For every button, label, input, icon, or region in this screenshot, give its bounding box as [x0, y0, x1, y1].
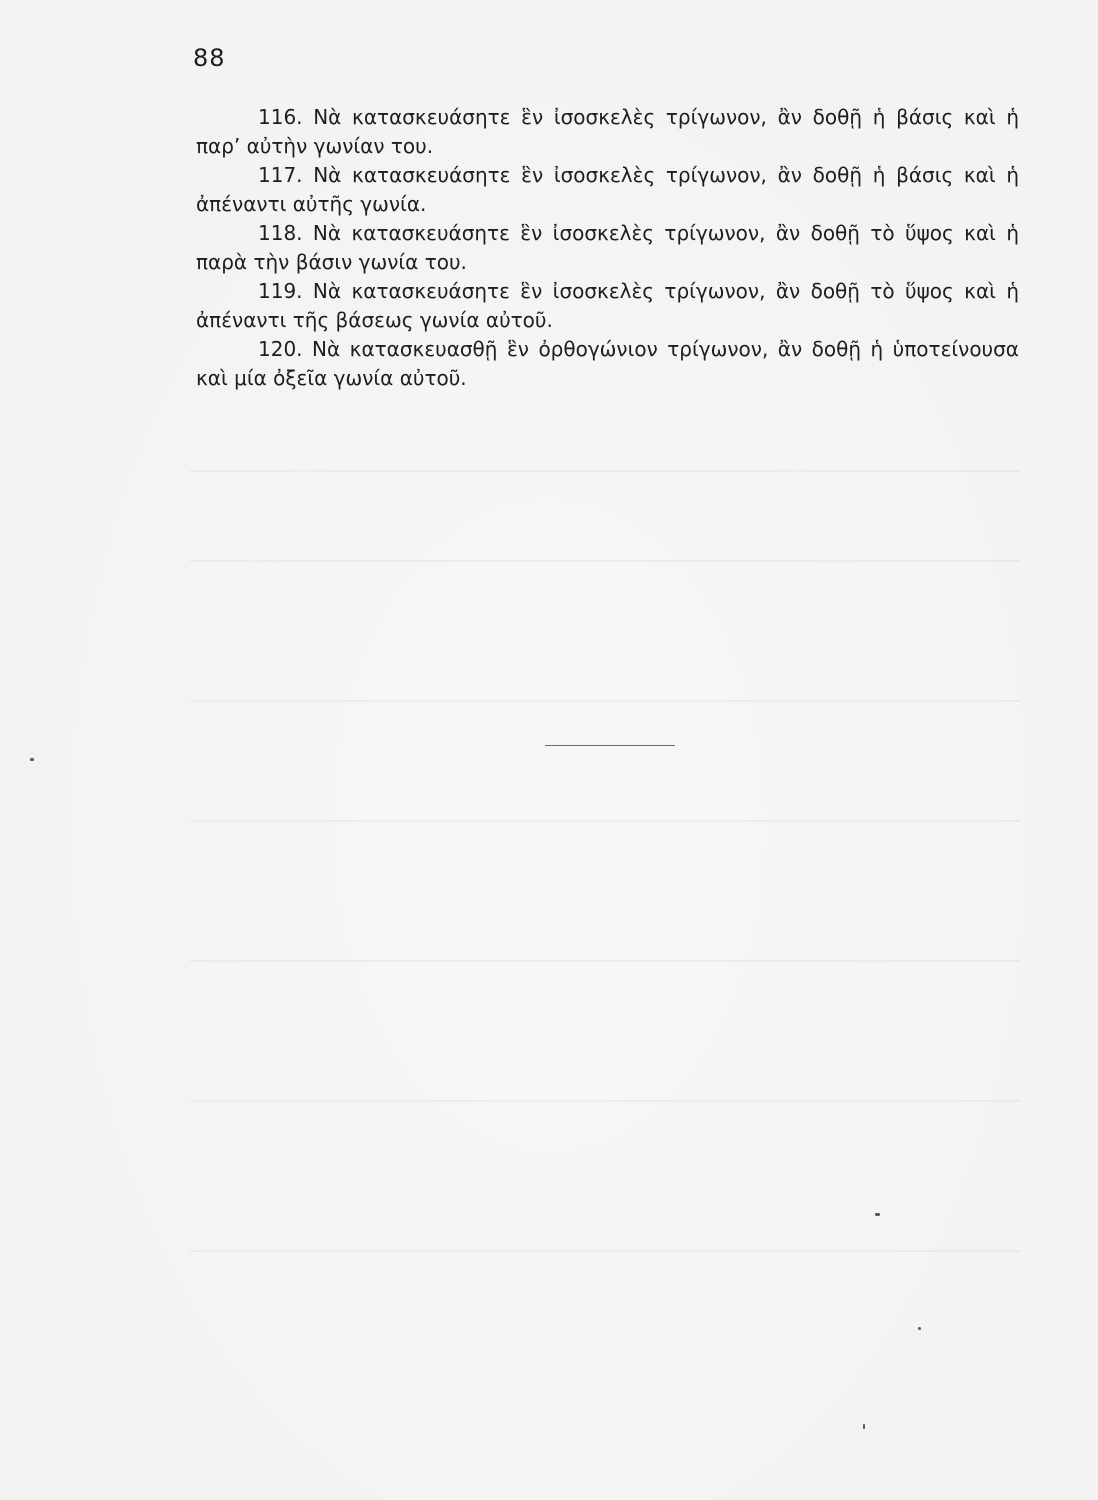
- exercise-continuation-line: καὶ μία ὀξεῖα γωνία αὐτοῦ.: [196, 366, 467, 390]
- exercise-item: [196, 161, 1019, 219]
- section-divider-rule: [545, 745, 675, 746]
- page-number: 88: [193, 44, 226, 72]
- print-speck: [30, 758, 34, 761]
- bleed-through-line: [190, 700, 1020, 702]
- bleed-through-line: [190, 470, 1020, 472]
- print-speck: [875, 1213, 880, 1216]
- print-speck: [918, 1327, 921, 1330]
- exercise-continuation-line: παρ’ αὐτὴν γωνίαν του.: [196, 134, 434, 158]
- print-speck: [863, 1424, 865, 1429]
- exercise-item: [196, 219, 1019, 277]
- exercise-statement-line: 120. Νὰ κατασκευασθῇ ἓν ὀρθογώνιον τρίγωνον, ἂν δοθῇ ἡ ὑποτείνουσα: [258, 337, 1019, 361]
- exercise-item: [196, 103, 1019, 161]
- exercise-statement-line: 118. Νὰ κατασκευάσητε ἓν ἰσοσκελὲς τρίγωνον, ἂν δοθῇ τὸ ὕψος καὶ ἡ: [258, 221, 1019, 245]
- exercise-item: [196, 335, 1019, 393]
- exercise-statement-line: 116. Νὰ κατασκευάσητε ἓν ἰσοσκελὲς τρίγωνον, ἂν δοθῇ ἡ βάσις καὶ ἡ: [258, 105, 1019, 129]
- exercise-statement-line: 119. Νὰ κατασκευάσητε ἓν ἰσοσκελὲς τρίγωνον, ἂν δοθῇ τὸ ὕψος καὶ ἡ: [258, 279, 1019, 303]
- exercise-continuation-line: παρὰ τὴν βάσιν γωνία του.: [196, 250, 467, 274]
- exercise-statement-line: 117. Νὰ κατασκευάσητε ἓν ἰσοσκελὲς τρίγωνον, ἂν δοθῇ ἡ βάσις καὶ ἡ: [258, 163, 1019, 187]
- bleed-through-line: [190, 820, 1020, 822]
- exercise-continuation-line: ἀπέναντι τῆς βάσεως γωνία αὐτοῦ.: [196, 308, 553, 332]
- bleed-through-line: [190, 560, 1020, 562]
- bleed-through-line: [190, 960, 1020, 962]
- bleed-through-line: [190, 1250, 1020, 1252]
- exercise-item: [196, 277, 1019, 335]
- exercise-list: [196, 103, 1019, 393]
- exercise-continuation-line: ἀπέναντι αὐτῆς γωνία.: [196, 192, 427, 216]
- bleed-through-line: [190, 1100, 1020, 1102]
